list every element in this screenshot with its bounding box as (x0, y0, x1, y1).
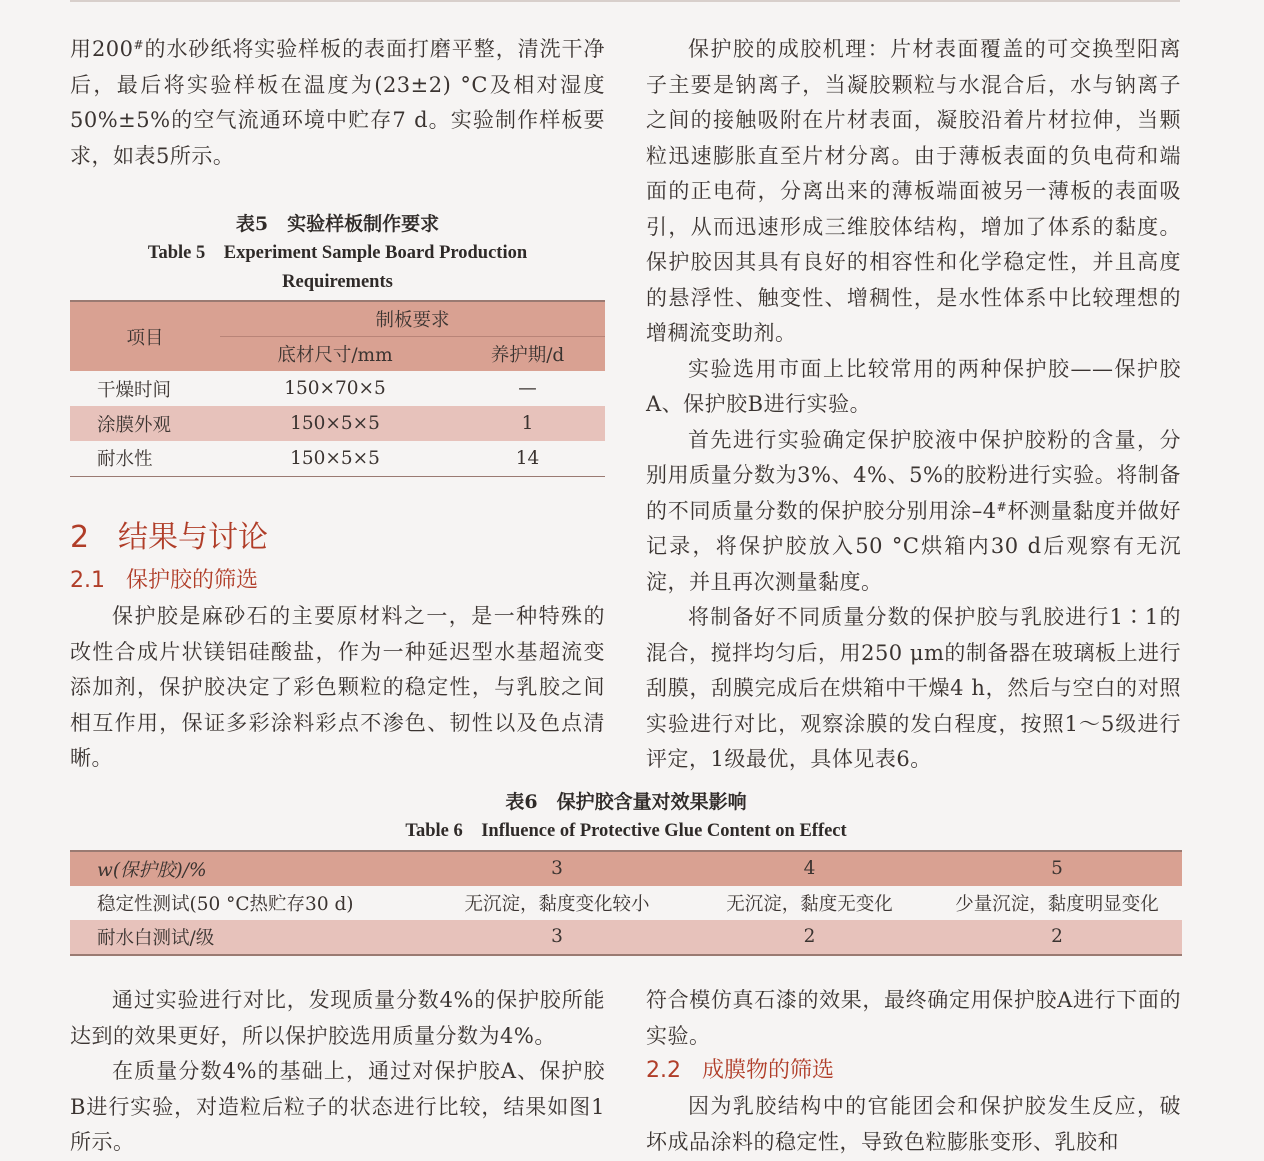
paragraph: 保护胶是麻砂石的主要原材料之一，是一种特殊的改性合成片状镁铝硅酸盐，作为一种延迟型水基超流变添加剂，保护胶决定了彩色颗粒的稳定性，与乳胶之间相互作用，保证多彩涂料彩点不渗色、韧性以及色点清晰。 (70, 604, 605, 770)
table5-caption-cn: 表5 实验样板制作要求 (235, 213, 440, 235)
right-column-bottom-2 (646, 1089, 1181, 1160)
paragraph: 将制备好不同质量分数的保护胶与乳胶进行1∶1的混合，搅拌均匀后，用250 μm的制备器在玻璃板上进行刮膜，刮膜完成后在烘箱中干燥4 h，然后与空白的对照实验进行对比，观察涂膜的发白程度，按照1～5级进行评定，1级最优，具体见表6。 (646, 605, 1181, 771)
table5-header-group: 制板要求 (220, 301, 605, 336)
page-top-rule (70, 0, 1180, 2)
paragraph: 首先进行实验确定保护胶液中保护胶粉的含量，分别用质量分数为3%、4%、5%的胶粉进行实验。将制备的不同质量分数的保护胶分别用涂–4#杯测量黏度并做好记录，将保护胶放入50 °C烘箱内30 d后观察有无沉淀，并且再次测量黏度。 (646, 427, 1181, 594)
section-heading-2-1: 2.1 保护胶的筛选 (70, 568, 259, 593)
paragraph: 符合模仿真石漆的效果，最终确定用保护胶A进行下面的实验。 (646, 988, 1181, 1048)
table-row: 耐水白测试/级 3 2 2 (70, 920, 1182, 955)
table6 (70, 850, 1182, 956)
table6-caption (70, 788, 1182, 846)
left-column-bottom (70, 983, 605, 1161)
section-heading-2: 2 结果与讨论 (70, 520, 268, 555)
right-column-top (646, 32, 1181, 778)
table-row: 干燥时间 150×70×5 — (97, 378, 537, 401)
table-row: 涂膜外观 150×5×5 1 (70, 406, 605, 441)
left-column-mid (70, 599, 605, 777)
table5-header-item: 项目 (126, 327, 164, 349)
paragraph: 实验选用市面上比较常用的两种保护胶——保护胶A、保护胶B进行实验。 (646, 356, 1181, 416)
paragraph: 在质量分数4%的基础上，通过对保护胶A、保护胶B进行实验，对造粒后粒子的状态进行比较，结果如图1所示。 (70, 1059, 605, 1154)
paragraph: 因为乳胶结构中的官能团会和保护胶发生反应，破坏成品涂料的稳定性，导致色粒膨胀变形、乳胶和 (646, 1094, 1181, 1154)
table6-header-row: w(保护胶)/% 3 4 5 (70, 851, 1182, 886)
table5-caption (70, 210, 605, 297)
paragraph: 用200#的水砂纸将实验样板的表面打磨平整，清洗干净后，最后将实验样板在温度为(23±2) °C及相对湿度50%±5%的空气流通环境中贮存7 d。实验制作样板要求，如表5所示。 (70, 37, 605, 168)
paragraph: 通过实验进行对比，发现质量分数4%的保护胶所能达到的效果更好，所以保护胶选用质量分数为4%。 (70, 988, 605, 1048)
right-column-bottom (646, 983, 1181, 1054)
table6-caption-cn: 表6 保护胶含量对效果影响 (505, 791, 747, 813)
table-row: 耐水性 150×5×5 14 (97, 447, 540, 471)
table5-header-period: 养护期/d (490, 344, 565, 366)
table5 (70, 300, 605, 477)
table5-caption-en: Table 5 Experiment Sample Board Production Requirements (147, 243, 528, 292)
table5-header-size: 底材尺寸/mm (277, 344, 393, 366)
table5-header-row (70, 301, 605, 336)
left-column-top (70, 32, 605, 174)
table-row: 稳定性测试(50 °C热贮存30 d) 无沉淀，黏度变化较小 无沉淀，黏度无变化 少量沉淀，黏度明显变化 (97, 893, 1159, 915)
table6-caption-en: Table 6 Influence of Protective Glue Content on Effect (405, 821, 847, 841)
section-heading-2-2: 2.2 成膜物的筛选 (646, 1058, 835, 1083)
paragraph: 保护胶的成胶机理：片材表面覆盖的可交换型阳离子主要是钠离子，当凝胶颗粒与水混合后，水与钠离子之间的接触吸附在片材表面，凝胶沿着片材拉伸，当颗粒迅速膨胀直至片材分离。由于薄板表面的负电荷和端面的正电荷，分离出来的薄板端面被另一薄板的表面吸引，从而迅速形成三维胶体结构，增加了体系的黏度。保护胶因其具有良好的相容性和化学稳定性，并且高度的悬浮性、触变性、增稠性，是水性体系中比较理想的增稠流变助剂。 (646, 37, 1181, 345)
